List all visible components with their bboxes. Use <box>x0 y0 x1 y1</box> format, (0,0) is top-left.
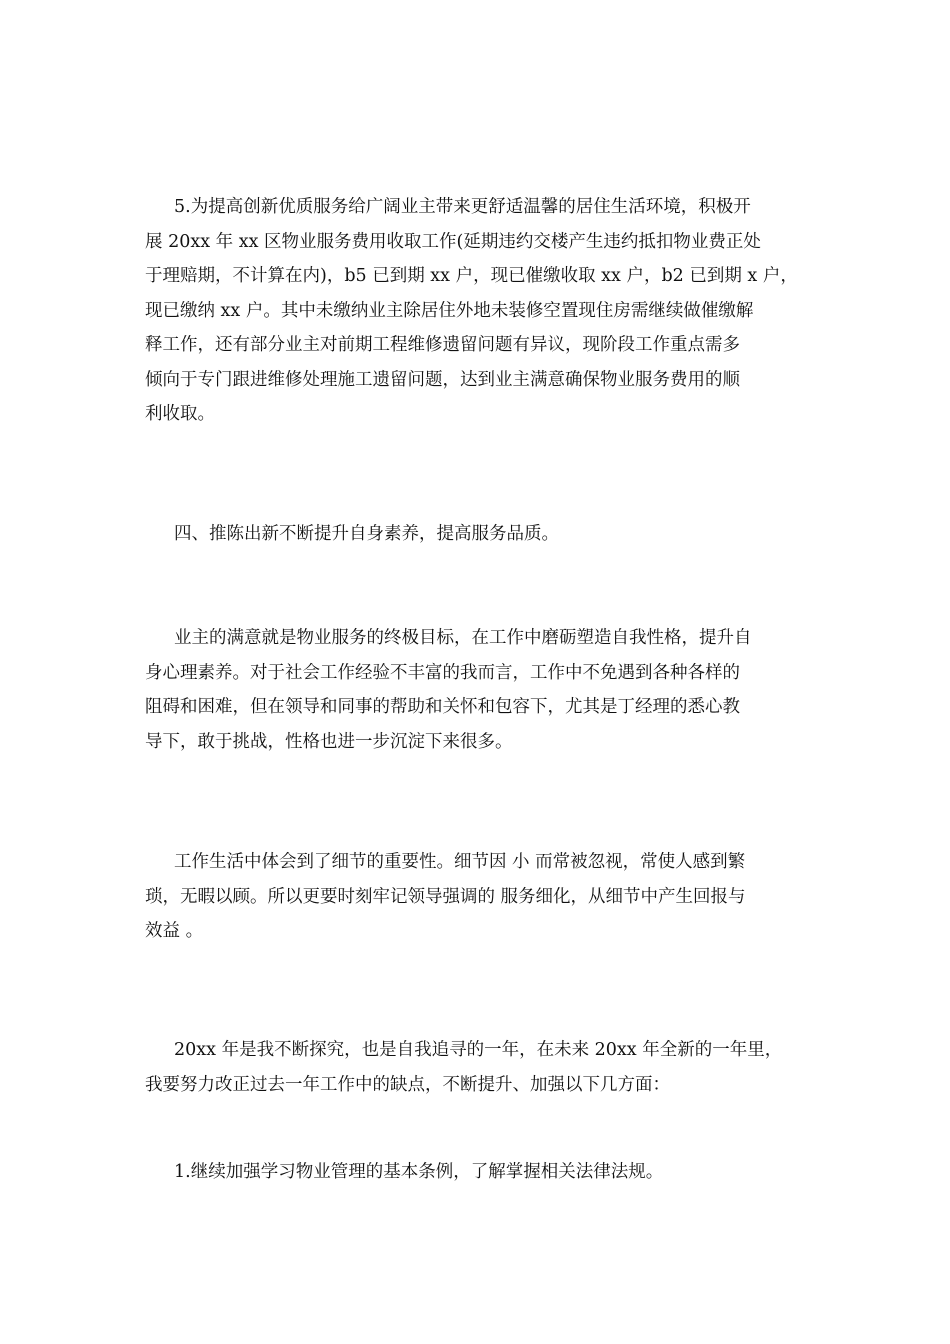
text-line: 倾向于专门跟进维修处理施工遗留问题，达到业主满意确保物业服务费用的顺 <box>145 369 740 390</box>
text-line: 20xx 年是我不断探究，也是自我追寻的一年，在未来 20xx 年全新的一年里， <box>174 1040 783 1060</box>
text-line: 于理赔期，不计算在内)，b5 已到期 xx 户，现已催缴收取 xx 户，b2 已到期 x 户， <box>145 266 798 286</box>
paragraph-owner-satisfaction <box>145 621 825 759</box>
text-line: 工作生活中体会到了细节的重要性。细节因 小 而常被忽视，常使人感到繁 <box>174 852 746 872</box>
text-line: 1.继续加强学习物业管理的基本条例，了解掌握相关法律法规。 <box>174 1162 664 1182</box>
text-line: 5.为提高创新优质服务给广阔业主带来更舒适温馨的居住生活环境，积极开 <box>174 197 751 217</box>
text-line: 身心理素养。对于社会工作经验不丰富的我而言，工作中不免遇到各种各样的 <box>145 662 740 683</box>
text-line: 阻碍和困难，但在领导和同事的帮助和关怀和包容下，尤其是丁经理的悉心教 <box>145 697 740 717</box>
text-line: 展 20xx 年 xx 区物业服务费用收取工作(延期违约交楼产生违约抵扣物业费正处 <box>145 231 761 252</box>
text-line: 琐，无暇以顾。所以更要时刻牢记领导强调的 服务细化，从细节中产生回报与 <box>145 886 746 907</box>
text-line: 我要努力改正过去一年工作中的缺点，不断提升、加强以下几方面： <box>145 1074 670 1095</box>
paragraph-fee-collection <box>145 190 825 432</box>
list-item-1 <box>145 1155 825 1190</box>
paragraph-year-review <box>145 1033 825 1102</box>
text-line: 业主的满意就是物业服务的终极目标，在工作中磨砺塑造自我性格，提升自 <box>174 628 752 648</box>
text-line: 释工作，还有部分业主对前期工程维修遗留问题有异议，现阶段工作重点需多 <box>145 335 740 355</box>
text-line: 现已缴纳 xx 户。其中未缴纳业主除居住外地未装修空置现住房需继续做催缴解 <box>145 300 754 321</box>
text-line: 效益 。 <box>145 921 204 941</box>
text-line: 导下，敢于挑战，性格也进一步沉淀下来很多。 <box>145 731 513 752</box>
section-heading <box>145 517 825 552</box>
heading-text: 四、推陈出新不断提升自身素养，提高服务品质。 <box>174 524 559 544</box>
text-line: 利收取。 <box>145 404 215 424</box>
paragraph-details <box>145 845 825 949</box>
